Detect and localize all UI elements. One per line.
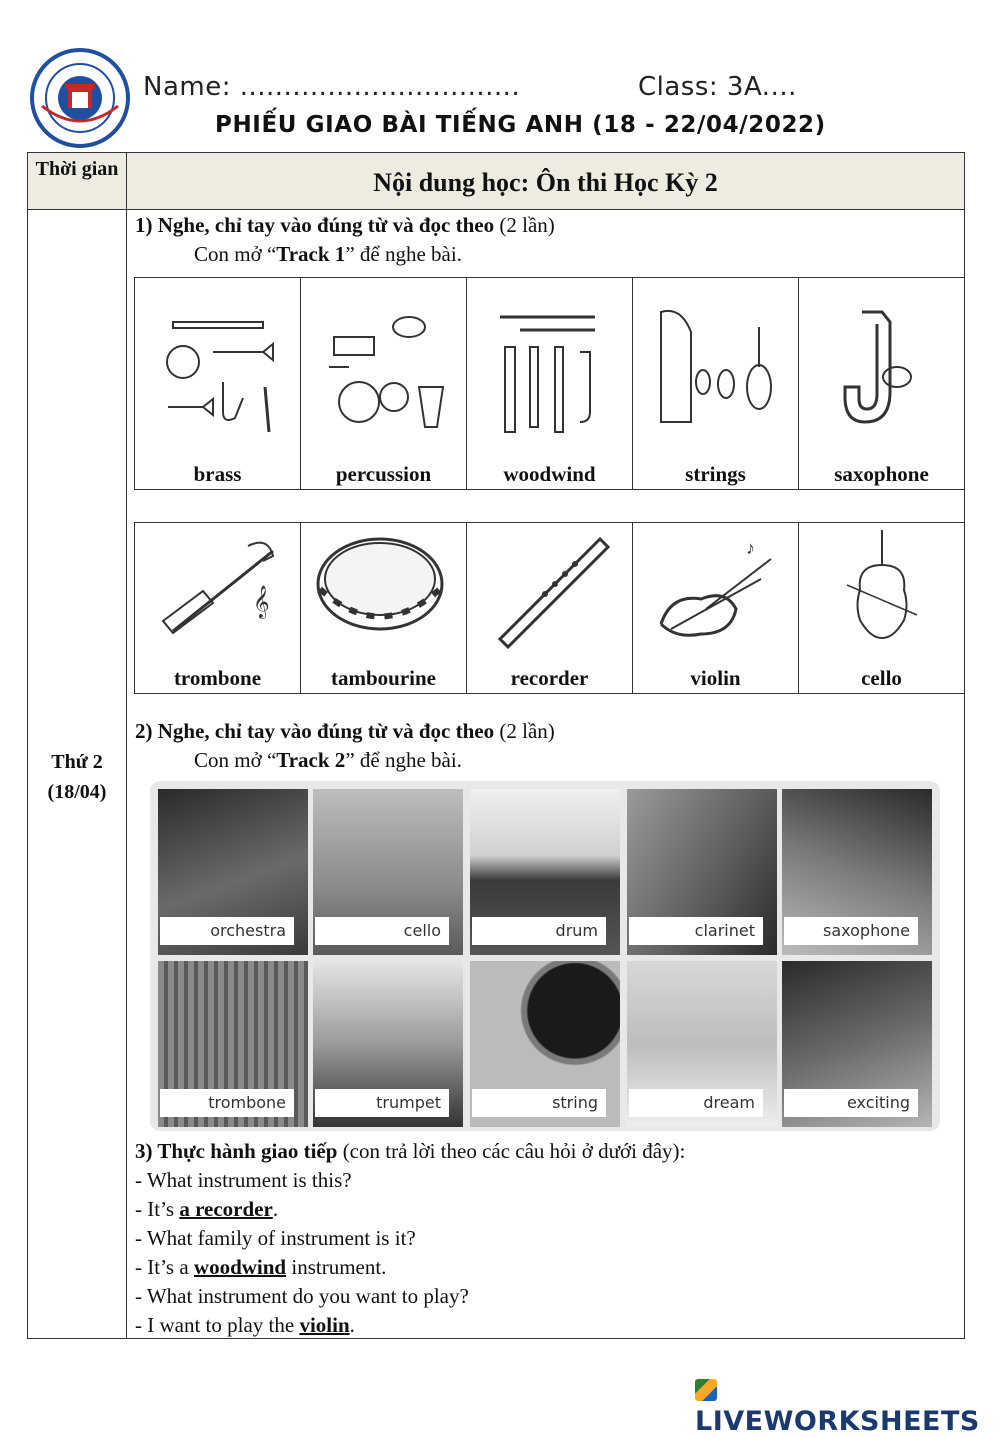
section1-title: 1) Nghe, chỉ tay vào đúng từ và đọc theo (2 lần) (135, 213, 555, 237)
photo-caption: dream (629, 1089, 763, 1117)
instrument-grid-row1 (134, 277, 965, 490)
svg-text:♪: ♪ (746, 538, 755, 558)
instrument-card-woodwind[interactable] (467, 278, 633, 489)
instrument-label: saxophone (834, 462, 929, 486)
section1-instruction: Con mở “Track 1” để nghe bài. (194, 242, 462, 266)
liveworksheets-icon (695, 1379, 717, 1401)
photo-caption: trombone (160, 1089, 294, 1117)
section3-title: 3) Thực hành giao tiếp (con trả lời theo các câu hỏi ở dưới đây): (135, 1139, 686, 1163)
date-label: (18/04) (47, 781, 107, 803)
instrument-card-percussion[interactable] (301, 278, 467, 489)
instrument-card-violin[interactable] (633, 523, 799, 693)
column-divider (126, 153, 127, 1338)
school-logo (28, 46, 132, 150)
saxophone-icon (817, 292, 947, 442)
instrument-label: violin (690, 666, 741, 690)
photo-card-saxophone[interactable] (782, 789, 932, 955)
day-label: Thứ 2 (51, 751, 103, 773)
content-column-title: Nội dung học: Ôn thi Học Kỳ 2 (373, 168, 718, 197)
violin-icon (651, 529, 781, 649)
photo-caption: orchestra (160, 917, 294, 945)
instrument-label: cello (861, 666, 902, 690)
photo-caption: clarinet (629, 917, 763, 945)
question-1: - What instrument is this? (135, 1168, 352, 1192)
photo-card-cello[interactable] (313, 789, 463, 955)
instrument-grid-row2 (134, 522, 965, 694)
sheet-title: PHIẾU GIAO BÀI TIẾNG ANH (18 - 22/04/2022) (215, 112, 826, 138)
photo-caption: exciting (784, 1089, 918, 1117)
instrument-card-trombone[interactable] (135, 523, 301, 693)
name-field-label: Name: ................................ (143, 72, 521, 102)
instrument-card-recorder[interactable] (467, 523, 633, 693)
photo-card-dream[interactable] (627, 961, 777, 1127)
trombone-icon (153, 531, 283, 651)
recorder-icon (485, 529, 615, 649)
photo-caption: drum (472, 917, 606, 945)
instrument-card-brass[interactable] (135, 278, 301, 489)
instrument-label: brass (193, 462, 242, 486)
answer-3: - I want to play the violin. (135, 1313, 355, 1337)
question-2: - What family of instrument is it? (135, 1226, 416, 1250)
photo-card-string[interactable] (470, 961, 620, 1127)
instrument-label: strings (685, 462, 746, 486)
instrument-label: trombone (173, 666, 262, 690)
photo-card-drum[interactable] (470, 789, 620, 955)
brass-icon (153, 292, 283, 442)
photo-card-exciting[interactable] (782, 961, 932, 1127)
section2-title: 2) Nghe, chỉ tay vào đúng từ và đọc theo (2 lần) (135, 719, 555, 743)
woodwind-icon (485, 292, 615, 442)
photo-caption: string (472, 1089, 606, 1117)
cello-icon (817, 525, 947, 645)
section2-instruction: Con mở “Track 2” để nghe bài. (194, 748, 462, 772)
drum-kit-icon (319, 292, 449, 442)
answer-2: - It’s a woodwind instrument. (135, 1255, 387, 1279)
instrument-label: percussion (335, 462, 432, 486)
photo-caption: cello (315, 917, 449, 945)
instrument-card-tambourine[interactable] (301, 523, 467, 693)
time-column-title: Thời gian (35, 158, 119, 180)
photo-card-trombone[interactable] (158, 961, 308, 1127)
photo-caption: saxophone (784, 917, 918, 945)
photo-grid (150, 781, 940, 1131)
photo-card-trumpet[interactable] (313, 961, 463, 1127)
instrument-card-cello[interactable] (799, 523, 964, 693)
svg-text:𝄞: 𝄞 (253, 585, 270, 618)
photo-card-clarinet[interactable] (627, 789, 777, 955)
class-label: Class: 3A.... (638, 72, 797, 102)
day-cell (28, 747, 126, 807)
question-3: - What instrument do you want to play? (135, 1284, 469, 1308)
strings-icon (651, 292, 781, 442)
instrument-label: woodwind (503, 462, 596, 486)
instrument-card-saxophone[interactable] (799, 278, 964, 489)
photo-caption: trumpet (315, 1089, 449, 1117)
liveworksheets-logo[interactable]: LIVEWORKSHEETS (695, 1375, 1000, 1437)
tambourine-icon (315, 529, 445, 649)
instrument-label: tambourine (331, 666, 436, 690)
photo-card-orchestra[interactable] (158, 789, 308, 955)
instrument-card-strings[interactable] (633, 278, 799, 489)
instrument-label: recorder (510, 666, 589, 690)
answer-1: - It’s a recorder. (135, 1197, 279, 1221)
